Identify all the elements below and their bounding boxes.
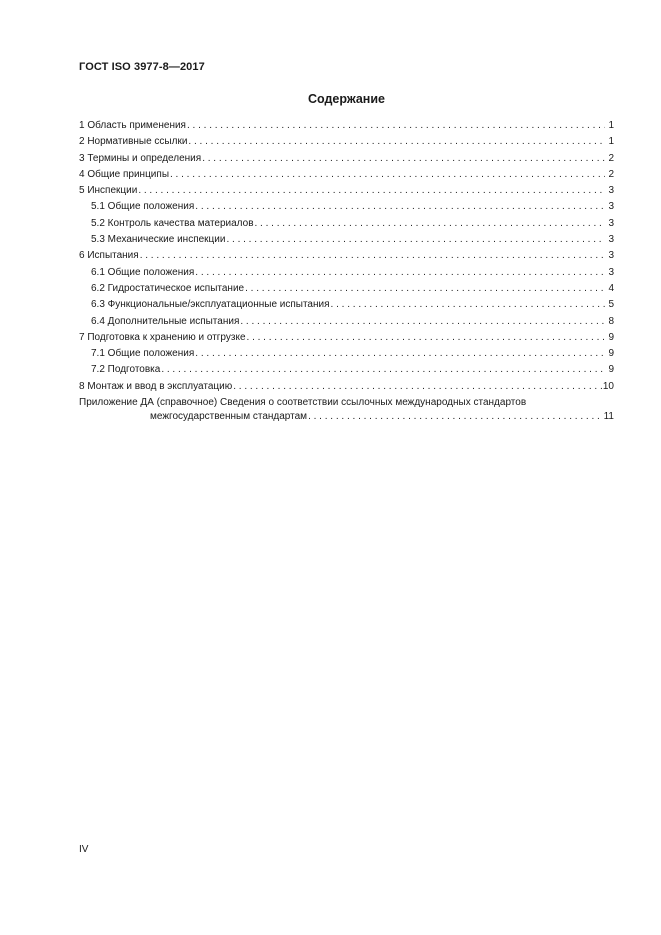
- annex-title-line2: межгосударственным стандартам: [150, 411, 308, 423]
- toc-entry-page: 3: [608, 185, 614, 197]
- toc-entry-page: 9: [608, 348, 614, 360]
- toc-entry-label: 3 Термины и определения: [79, 152, 202, 164]
- toc-entry: [79, 118, 614, 134]
- toc-title: Содержание: [307, 92, 385, 106]
- toc-entry-page: 4: [608, 282, 614, 294]
- toc-entry: [79, 216, 614, 232]
- toc-entry: [79, 167, 614, 183]
- toc-entries: [79, 118, 614, 395]
- toc-entry-label: 6.2 Гидростатическое испытание: [91, 282, 245, 294]
- toc-entry: [79, 134, 614, 150]
- leader-dots: [308, 410, 603, 424]
- toc-entry: [79, 232, 614, 248]
- leader-dots: [226, 232, 605, 248]
- toc-entry-label: 7 Подготовка к хранению и отгрузке: [79, 331, 246, 343]
- toc-entry-page: 10: [602, 380, 614, 392]
- toc-entry: [79, 330, 614, 346]
- toc-entry: [79, 314, 614, 330]
- annex-title-line2-row: [79, 410, 614, 424]
- toc-entry-page: 9: [608, 331, 614, 343]
- leader-dots: [195, 346, 605, 362]
- toc-entry-label: 5 Инспекции: [79, 185, 138, 197]
- leader-dots: [245, 281, 605, 297]
- toc-entry-label: 6.1 Общие положения: [91, 266, 195, 278]
- toc-entry-page: 3: [608, 266, 614, 278]
- leader-dots: [202, 151, 605, 167]
- leader-dots: [255, 216, 606, 232]
- toc-entry-label: 2 Нормативные ссылки: [79, 136, 188, 148]
- document-code: ГОСТ ISO 3977-8—2017: [79, 61, 205, 73]
- toc-entry-page: 3: [608, 201, 614, 213]
- leader-dots: [195, 199, 605, 215]
- toc-entry-label: 7.1 Общие положения: [91, 348, 195, 360]
- toc-entry: [79, 248, 614, 264]
- annex-title-line1: Приложение ДА (справочное) Сведения о соответствии ссылочных международных стандартов: [79, 397, 527, 409]
- leader-dots: [331, 297, 605, 313]
- toc-entry-label: 6.4 Дополнительные испытания: [91, 315, 240, 327]
- toc-entry-label: 1 Область применения: [79, 120, 186, 131]
- toc-entry-page: 3: [608, 250, 614, 262]
- leader-dots: [233, 379, 602, 395]
- toc-entry-page: 2: [608, 168, 614, 180]
- leader-dots: [195, 265, 605, 281]
- leader-dots: [138, 183, 605, 199]
- leader-dots: [161, 362, 605, 378]
- toc-entry: [79, 379, 614, 395]
- toc-entry-page: 9: [608, 364, 614, 376]
- leader-dots: [140, 248, 605, 264]
- leader-dots: [188, 134, 605, 150]
- toc-entry-label: 5.1 Общие положения: [91, 201, 195, 213]
- leader-dots: [240, 314, 605, 330]
- leader-dots: [247, 330, 605, 346]
- table-of-contents: [79, 118, 614, 424]
- toc-entry: [79, 281, 614, 297]
- toc-annex-entry: [79, 396, 614, 424]
- toc-entry: [79, 183, 614, 199]
- toc-entry-label: 5.3 Механические инспекции: [91, 234, 226, 246]
- toc-entry-label: 4 Общие принципы: [79, 168, 169, 180]
- toc-entry-label: 6 Испытания: [79, 250, 139, 262]
- toc-entry-page: 1: [608, 136, 614, 148]
- toc-entry-page: 8: [608, 315, 614, 327]
- toc-entry-label: 8 Монтаж и ввод в эксплуатацию: [79, 380, 233, 392]
- toc-entry-label: 7.2 Подготовка: [91, 364, 161, 376]
- toc-entry: [79, 265, 614, 281]
- toc-entry-page: 1: [608, 120, 614, 131]
- toc-entry: [79, 151, 614, 167]
- page-number: IV: [79, 844, 89, 855]
- toc-entry-page: 5: [608, 299, 614, 311]
- leader-dots: [170, 167, 605, 183]
- toc-entry-page: 3: [608, 217, 614, 229]
- toc-entry: [79, 362, 614, 378]
- toc-entry-label: 6.3 Функциональные/эксплуатационные испытания: [91, 299, 330, 311]
- annex-page-number: 11: [603, 411, 614, 423]
- leader-dots: [187, 118, 605, 134]
- toc-entry: [79, 346, 614, 362]
- toc-entry-page: 3: [608, 234, 614, 246]
- toc-entry-page: 2: [608, 152, 614, 164]
- toc-entry: [79, 297, 614, 313]
- toc-entry-label: 5.2 Контроль качества материалов: [91, 217, 254, 229]
- toc-entry: [79, 199, 614, 215]
